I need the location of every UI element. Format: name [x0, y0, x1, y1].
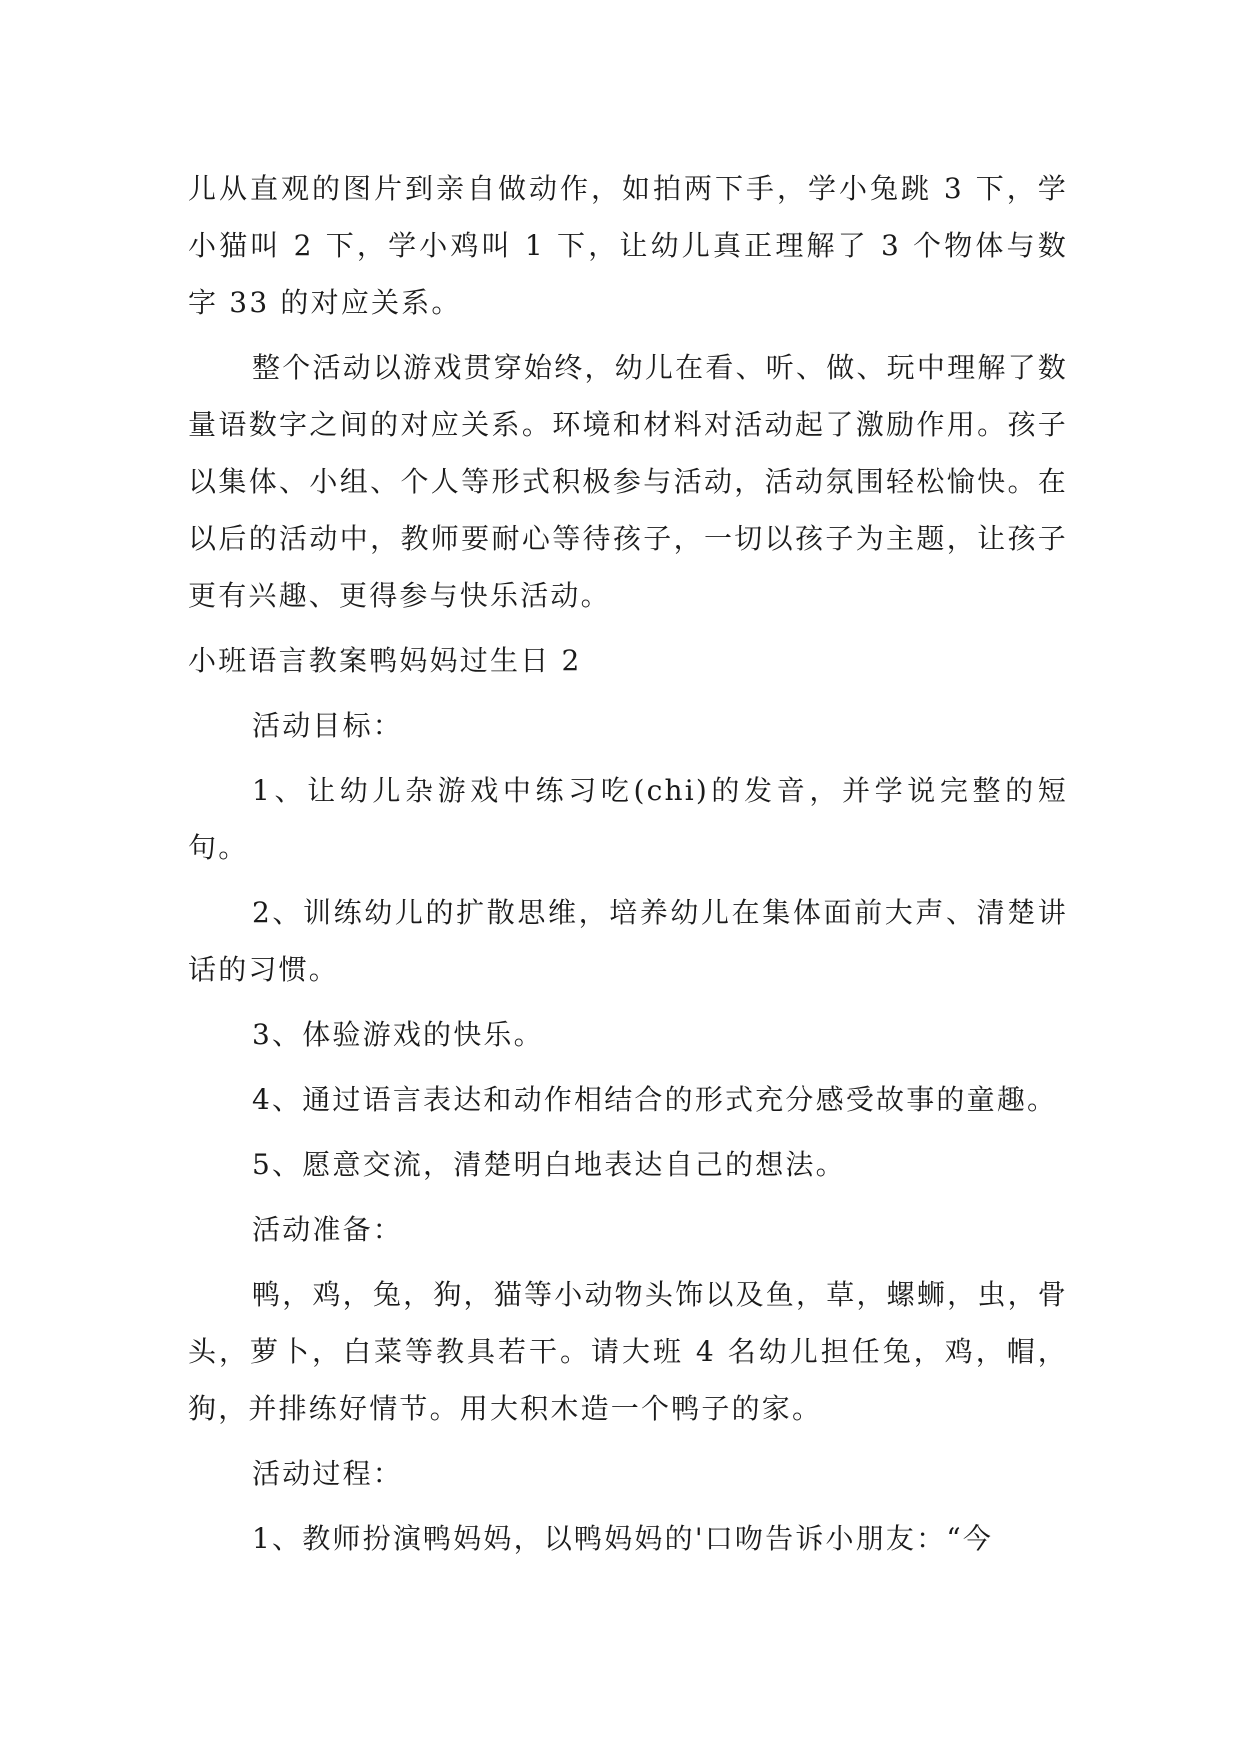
list-item: 4、通过语言表达和动作相结合的形式充分感受故事的童趣。 [252, 1083, 1058, 1116]
list-item: 3、体验游戏的快乐。 [252, 1018, 544, 1051]
paragraph: 整个活动以游戏贯穿始终，幼儿在看、听、做、玩中理解了数量语数字之间的对应关系。环境和材料对活动起了激励作用。孩子以集体、小组、个人等形式积极参与活动，活动氛围轻松愉快。在以后的活动中，教师要耐心等待孩子，一切以孩子为主题，让孩子更有兴趣、更得参与快乐活动。 [188, 351, 1068, 612]
list-item: 2、训练幼儿的扩散思维，培养幼儿在集体面前大声、清楚讲话的习惯。 [188, 896, 1068, 986]
subheading-preparation: 活动准备： [252, 1213, 404, 1246]
section-title: 小班语言教案鸭妈妈过生日 2 [188, 644, 582, 677]
document-body [188, 160, 1068, 1575]
list-item: 1、教师扮演鸭妈妈，以鸭妈妈的'口吻告诉小朋友：“今 [252, 1522, 994, 1555]
list-item: 1、让幼儿杂游戏中练习吃(chi)的发音，并学说完整的短句。 [188, 774, 1068, 864]
paragraph: 鸭，鸡，兔，狗，猫等小动物头饰以及鱼，草，螺蛳，虫，骨头，萝卜，白菜等教具若干。请大班 4 名幼儿担任兔，鸡，帽，狗，并排练好情节。用大积木造一个鸭子的家。 [188, 1278, 1068, 1425]
paragraph: 儿从直观的图片到亲自做动作，如拍两下手，学小兔跳 3 下，学小猫叫 2 下，学小鸡叫 1 下，让幼儿真正理解了 3 个物体与数字 33 的对应关系。 [188, 172, 1068, 319]
subheading-process: 活动过程： [252, 1457, 404, 1490]
list-item: 5、愿意交流，清楚明白地表达自己的想法。 [252, 1148, 846, 1181]
subheading-goals: 活动目标： [252, 709, 404, 742]
